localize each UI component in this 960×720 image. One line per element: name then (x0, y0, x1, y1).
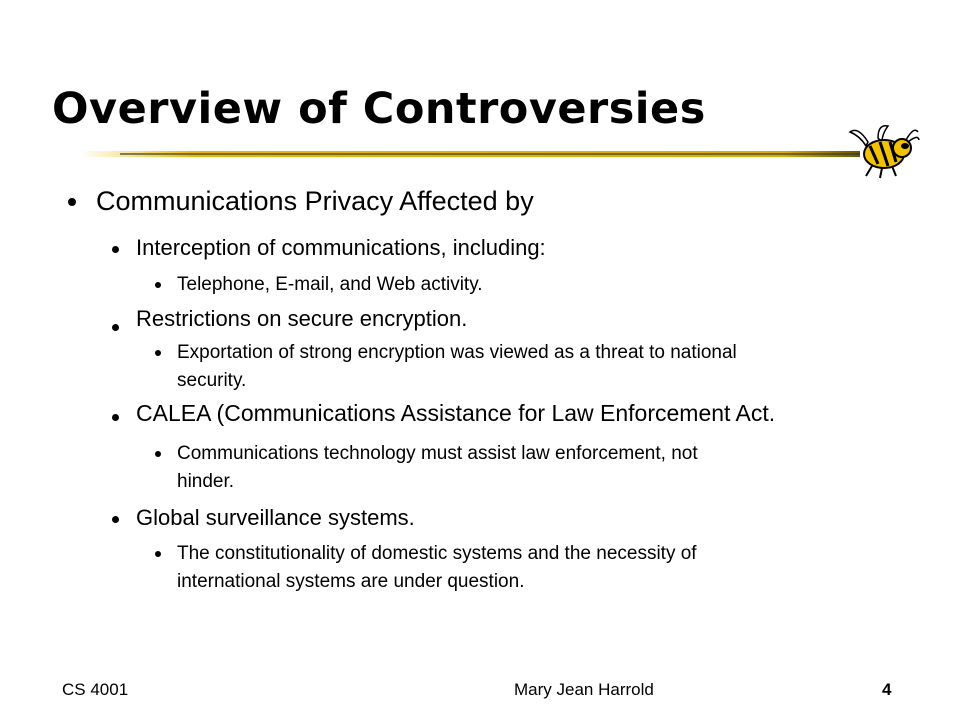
title-underline (80, 144, 880, 164)
bullet-dot (112, 324, 119, 331)
bullet-surveillance: Global surveillance systems. (136, 505, 415, 530)
yellow-jacket-icon (848, 124, 920, 180)
bullet-encryption: Restrictions on secure encryption. (136, 306, 468, 331)
bullet-calea: CALEA (Communications Assistance for Law Enforcement Act. (136, 400, 776, 426)
bullet-surveillance-detail-line2: international systems are under question. (177, 571, 525, 592)
bullet-dot (155, 451, 161, 457)
bullet-interception-detail: Telephone, E-mail, and Web activity. (177, 274, 483, 295)
bullet-dot (112, 246, 119, 253)
slide-title: Overview of Controversies (52, 84, 706, 134)
bullet-calea-detail-line2: hinder. (177, 471, 235, 492)
bullet-dot (112, 516, 119, 523)
bullet-dot (68, 198, 76, 206)
footer-author: Mary Jean Harrold (514, 680, 654, 699)
bullet-dot (155, 282, 161, 288)
bullet-dot (112, 414, 119, 421)
bullet-calea-detail-line1: Communications technology must assist law enforcement, not (177, 443, 698, 464)
bullet-surveillance-detail-line1: The constitutionality of domestic systems and the necessity of (177, 543, 697, 564)
bullet-encryption-detail-line1: Exportation of strong encryption was viewed as a threat to national (177, 342, 737, 363)
bullet-dot (155, 350, 161, 356)
bullet-dot (155, 551, 161, 557)
bullet-encryption-detail-line2: security. (177, 370, 247, 391)
bullet-communications-privacy: Communications Privacy Affected by (96, 186, 534, 216)
footer-course: CS 4001 (62, 680, 129, 699)
footer-page-number: 4 (882, 680, 892, 699)
bullet-interception: Interception of communications, including: (136, 235, 546, 260)
